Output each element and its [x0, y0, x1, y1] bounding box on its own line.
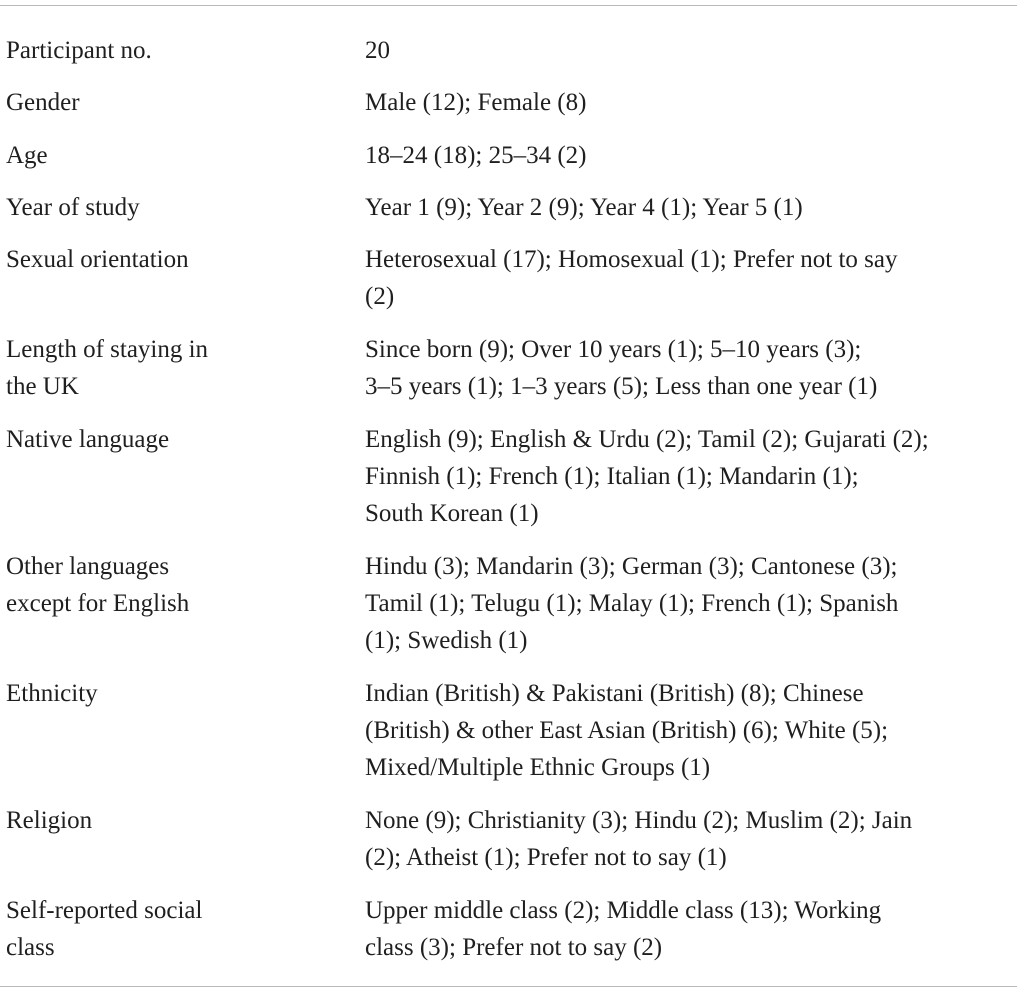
row-label-cell [6, 421, 346, 458]
row-label-cell [6, 548, 346, 622]
row-label-cell [6, 189, 346, 226]
row-label-cell [6, 137, 346, 174]
row-value-cell [365, 84, 1013, 121]
row-value-cell [365, 548, 1013, 659]
row-label-line: Other languages [6, 553, 170, 580]
row-value-line: Male (12); Female (8) [365, 89, 587, 116]
row-label-cell [6, 802, 346, 839]
table-top-rule [0, 5, 1017, 6]
row-value-cell [365, 421, 1013, 532]
row-label-line: Religion [6, 807, 93, 834]
row-label-line: Sexual orientation [6, 246, 189, 273]
row-value-line: Heterosexual (17); Homosexual (1); Prefer not to say [365, 246, 898, 273]
row-value-line: (2) [365, 283, 395, 310]
row-label-line: the UK [6, 373, 79, 400]
row-label-cell [6, 32, 346, 69]
row-value-line: Year 1 (9); Year 2 (9); Year 4 (1); Year 5 (1) [365, 194, 803, 221]
row-label-cell [6, 331, 346, 405]
row-value-line: 3–5 years (1); 1–3 years (5); Less than one year (1) [365, 373, 878, 400]
row-value-line: 20 [365, 37, 390, 64]
row-value-cell [365, 802, 1013, 876]
row-label-line: Self-reported social [6, 897, 203, 924]
row-value-cell [365, 241, 1013, 315]
row-value-line: Hindu (3); Mandarin (3); German (3); Cantonese (3); [365, 553, 898, 580]
row-value-cell [365, 331, 1013, 405]
row-label-line: class [6, 934, 55, 961]
row-label-line: Native language [6, 426, 170, 453]
row-value-line: Since born (9); Over 10 years (1); 5–10 years (3); [365, 336, 862, 363]
row-value-line: (2); Atheist (1); Prefer not to say (1) [365, 844, 727, 871]
row-label-line: Length of staying in [6, 336, 209, 363]
row-value-line: South Korean (1) [365, 500, 539, 527]
row-label-cell [6, 675, 346, 712]
row-label-line: Gender [6, 89, 80, 116]
row-value-line: Upper middle class (2); Middle class (13); Working [365, 897, 882, 924]
row-value-cell [365, 892, 1013, 966]
row-value-cell [365, 32, 1013, 69]
row-label-line: Participant no. [6, 37, 152, 64]
row-label-line: Age [6, 142, 48, 169]
row-value-line: Finnish (1); French (1); Italian (1); Mandarin (1); [365, 463, 859, 490]
table-bottom-rule [0, 986, 1017, 987]
row-label-cell [6, 84, 346, 121]
row-value-line: Tamil (1); Telugu (1); Malay (1); French (1); Spanish [365, 590, 899, 617]
row-value-line: (1); Swedish (1) [365, 627, 528, 654]
row-value-line: Mixed/Multiple Ethnic Groups (1) [365, 754, 711, 781]
row-value-line: Indian (British) & Pakistani (British) (8); Chinese [365, 680, 864, 707]
row-label-cell [6, 892, 346, 966]
row-label-line: except for English [6, 590, 190, 617]
row-value-line: 18–24 (18); 25–34 (2) [365, 142, 587, 169]
row-value-line: class (3); Prefer not to say (2) [365, 934, 663, 961]
row-label-line: Ethnicity [6, 680, 98, 707]
row-label-cell [6, 241, 346, 278]
row-value-cell [365, 675, 1013, 786]
row-value-cell [365, 137, 1013, 174]
row-label-line: Year of study [6, 194, 140, 221]
row-value-line: English (9); English & Urdu (2); Tamil (2); Gujarati (2); [365, 426, 929, 453]
row-value-cell [365, 189, 1013, 226]
row-value-line: (British) & other East Asian (British) (6); White (5); [365, 717, 889, 744]
row-value-line: None (9); Christianity (3); Hindu (2); Muslim (2); Jain [365, 807, 913, 834]
